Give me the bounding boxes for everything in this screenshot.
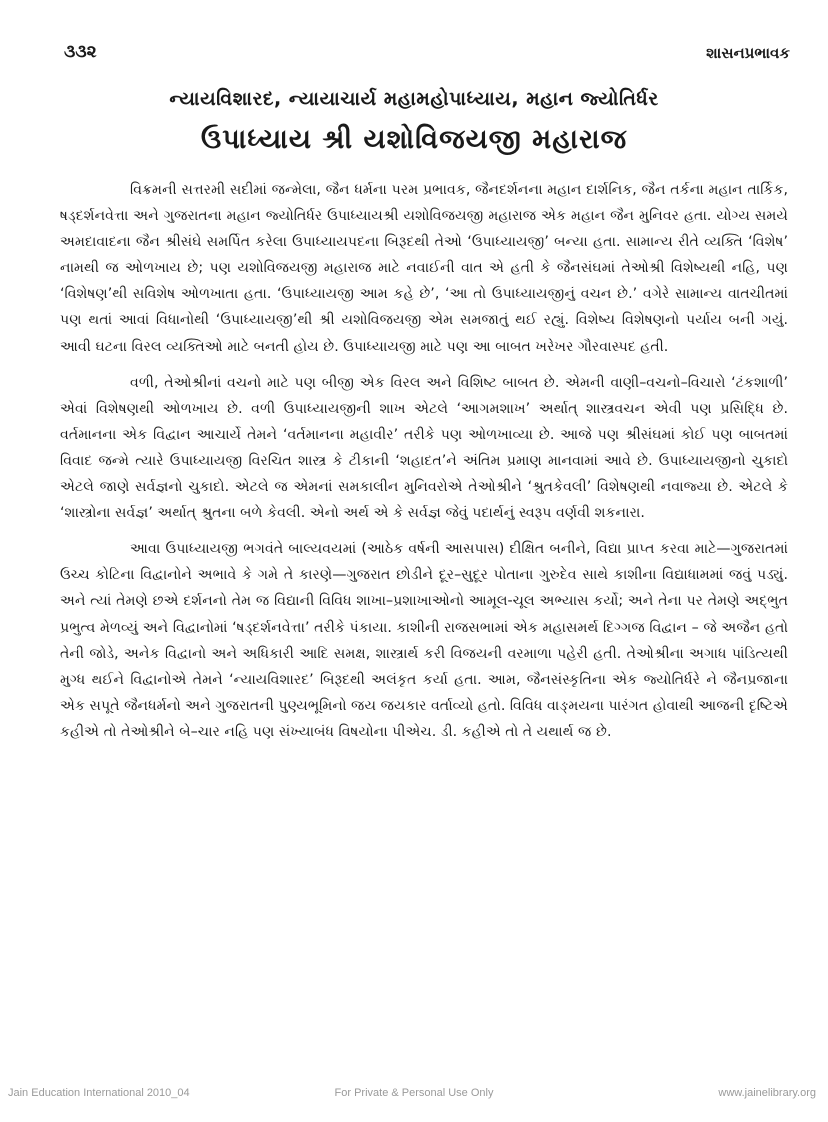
footer-usage-notice: For Private & Personal Use Only bbox=[334, 1087, 494, 1099]
paragraph-1: વિક્રમની સત્તરમી સદીમાં જન્મેલા, જૈન ધર્મના પરમ પ્રભાવક, જૈનદર્શનના મહાન દાર્શનિક, જૈન તર્કના મહાન તાર્કિક, ષડ્દર્શનવેત્તા અને ગુજરાતના મહાન જ્યોતિર્ધર ઉપાધ્યાયશ્રી યશોવિજયજી મહારાજ એક મહાન જૈન મુનિવર હતા. યોગ્ય સમયે અમદાવાદના જૈન શ્રીસંઘે સમર્પિત કરેલા ઉપાધ્યાયપદના બિરૂદથી તેઓ ‘ઉપાધ્યાયજી’ બન્યા હતા. સામાન્ય રીતે વ્યક્તિ ‘વિશેષ’ નામથી જ ઓળખાય છે; પણ યશોવિજયજી મહારાજ માટે નવાઈની વાત એ હતી કે જૈનસંઘમાં તેઓશ્રી વિશેષ્યથી નહિ, પણ ‘વિશેષણ’થી સવિશેષ ઓળખાતા હતા. ‘ઉપાધ્યાયજી આમ કહે છે’, ‘આ તો ઉપાધ્યાયજીનું વચન છે.’ વગેરે સામાન્ય વાતચીતમાં પણ થતાં આવાં વિધાનોથી ‘ઉપાધ્યાયજી’થી શ્રી યશોવિજયજી એમ સમજાતું થઈ રહ્યું. વિશેષ્ય વિશેષણનો પર્યાય બની ગયું. આવી ઘટના વિરલ વ્યક્તિઓ માટે બનતી હોય છે. ઉપાધ્યાયજી માટે પણ આ બાબત ખરેખર ગૌરવાસ્પદ હતી. bbox=[60, 182, 788, 355]
footer-website-link[interactable]: www.jainelibrary.org bbox=[718, 1087, 816, 1099]
paragraph-2: વળી, તેઓશ્રીનાં વચનો માટે પણ બીજી એક વિરલ અને વિશિષ્ટ બાબત છે. એમની વાણી–વચનો–વિચારો ‘ટંકશાળી’ એવાં વિશેષણથી ઓળખાય છે. વળી ઉપાધ્યાયજીની શાખ એટલે ‘આગમશાખ’ અર્થાત્ શાસ્ત્રવચન એવી પણ પ્રસિદ્ધિ છે. વર્તમાનના એક વિદ્વાન આચાર્યે તેમને ‘વર્તમાનના મહાવીર’ તરીકે પણ ઓળખાવ્યા છે. આજે પણ શ્રીસંઘમાં કોઈ પણ બાબતમાં વિવાદ જન્મે ત્યારે ઉપાધ્યાયજી વિરચિત શાસ્ત્ર કે ટીકાની ‘શહાદત’ને અંતિમ પ્રમાણ માનવામાં આવે છે. ઉપાધ્યાયજીનો ચુકાદો એટલે જાણે સર્વજ્ઞનો ચુકાદો. એટલે જ એમનાં સમકાલીન મુનિવરોએ તેઓશ્રીને ‘શ્રુતકેવલી’ વિશેષણથી નવાજ્યા છે. એટલે કે ‘શાસ્ત્રોના સર્વજ્ઞ’ અર્થાત્ શ્રુતના બળે કેવલી. એનો અર્થ એ કે સર્વજ્ઞ જેવું પદાર્થનું સ્વરૂપ વર્ણવી શકનારા. bbox=[60, 374, 788, 522]
page-number: ૩૩૨ bbox=[64, 42, 97, 62]
article-body bbox=[60, 177, 788, 745]
title-epithets: ન્યાયવિશારદ, ન્યાયાચાર્ય મહામહોપાધ્યાય, મહાન જ્યોતિર્ધર bbox=[169, 88, 659, 110]
footer-publisher: Jain Education International 2010_04 bbox=[8, 1087, 190, 1099]
running-head: શાસનપ્રભાવક bbox=[706, 44, 790, 62]
page-title: ઉપાધ્યાય શ્રી યશોવિજયજી મહારાજ bbox=[200, 124, 628, 155]
paragraph-3: આવા ઉપાધ્યાયજી ભગવંતે બાલ્યવયમાં (આઠેક વર્ષની આસપાસ) દીક્ષિત બનીને, વિદ્યા પ્રાપ્ત કરવા માટે—ગુજરાતમાં ઉચ્ચ કોટિના વિદ્વાનોને અભાવે કે ગમે તે કારણે—ગુજરાત છોડીને દૂર–સુદૂર પોતાના ગુરુદેવ સાથે કાશીના વિદ્યાધામમાં જવું પડ્યું. અને ત્યાં તેમણે છએ દર્શનનો તેમ જ વિદ્યાની વિવિધ શાખા–પ્રશાખાઓનો આમૂલ-ચૂલ અભ્યાસ કર્યો; અને તેના પર તેમણે અદ્‌ભુત પ્રભુત્વ મેળવ્યું અને વિદ્વાનોમાં ‘ષડ્દર્શનવેત્તા’ તરીકે પંકાયા. કાશીની રાજસભામાં એક મહાસમર્થ દિગ્ગજ વિદ્વાન – જે અજૈન હતો તેની જોડે, અનેક વિદ્વાનો અને અધિકારી આદિ સમક્ષ, શાસ્ત્રાર્થ કરી વિજયની વરમાળા પહેરી હતી. તેઓશ્રીના અગાધ પાંડિત્યથી મુગ્ધ થઈને વિદ્વાનોએ તેમને ‘ન્યાયવિશારદ’ બિરૂદથી અલંકૃત કર્યા હતા. આમ, જૈનસંસ્કૃતિના એક જ્યોતિર્ધરે ને જૈનપ્રજાના એક સપૂતે જૈનધર્મનો અને ગુજરાતની પુણ્યભૂમિનો જય જયકાર વર્તાવ્યો હતો. વિવિધ વાઙ્‌મયના પારંગત હોવાથી આજની દૃષ્ટિએ કહીએ તો તેઓશ્રીને બે–ચાર નહિ પણ સંખ્યાબંધ વિષયોના પીએચ. ડી. કહીએ તો તે યથાર્થ જ છે. bbox=[60, 541, 789, 740]
